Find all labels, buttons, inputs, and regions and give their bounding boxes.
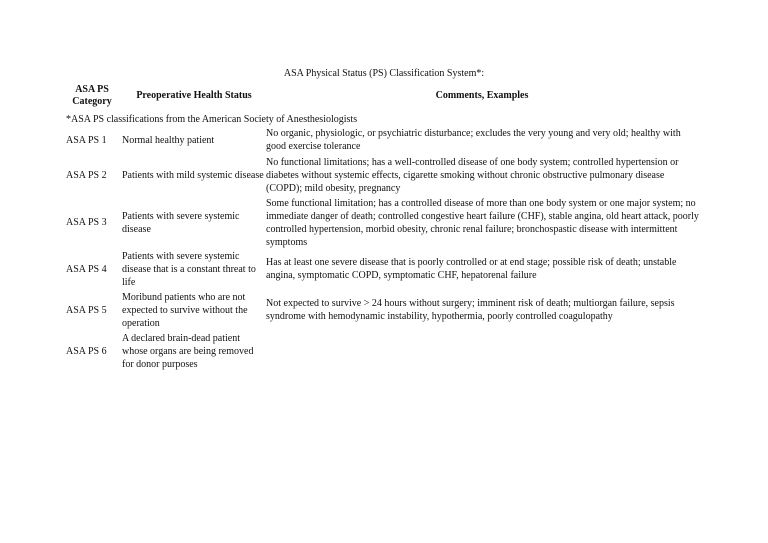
comments-text: Some functional limitation; has a controlled disease of more than one body system or one major system; no immediate danger of death; controlled congestive heart failure (CHF), stable angina, old heart attack, poorly controlled hypertension, morbid obesity, chronic renal failure; bronchospastic disease with intermittent symptoms <box>266 197 699 248</box>
status-text: Normal healthy patient <box>122 134 215 146</box>
footnote: *ASA PS classifications from the American Society of Anesthesiologists <box>66 114 358 125</box>
header-comments: Comments, Examples <box>435 90 529 101</box>
status-cell <box>122 155 264 195</box>
comments-text: No organic, physiologic, or psychiatric disturbance; excludes the very young and very old; healthy with good exercise tolerance <box>266 128 681 152</box>
status-cell <box>122 127 264 153</box>
status-cell <box>122 290 264 330</box>
comments-cell <box>266 155 700 195</box>
category-text: ASA PS 2 <box>66 169 107 181</box>
comments-text: Not expected to survive > 24 hours without surgery; imminent risk of death; multiorgan failure, sepsis syndrome with hemodynamic instability, hypothermia, poorly controlled coagulopathy <box>266 298 675 322</box>
category-cell <box>66 290 122 330</box>
category-cell <box>66 155 122 195</box>
header-category: ASA PS Category <box>72 84 112 107</box>
comments-cell <box>266 249 700 289</box>
status-text: A declared brain-dead patient whose organs are being removed for donor purposes <box>122 332 254 370</box>
category-cell <box>66 196 122 249</box>
table-row-ps4 <box>0 249 768 289</box>
category-text: ASA PS 3 <box>66 217 107 228</box>
category-cell <box>66 249 122 289</box>
status-text: Patients with severe systemic disease that is a constant threat to life <box>122 250 256 288</box>
comments-text: Has at least one severe disease that is poorly controlled or at end stage; possible risk of death; unstable angina, symptomatic COPD, symptomatic CHF, hepatorenal failure <box>266 257 677 281</box>
category-text: ASA PS 4 <box>66 263 107 275</box>
comments-cell <box>266 331 700 371</box>
status-cell <box>122 196 264 249</box>
document-title-text: ASA Physical Status (PS) Classification System*: <box>283 68 485 79</box>
comments-cell <box>266 127 700 153</box>
status-text: Patients with severe systemic disease <box>122 210 240 235</box>
status-text: Moribund patients who are not expected to survive without the operation <box>122 291 248 329</box>
comments-text: No functional limitations; has a well-controlled disease of one body system; controlled hypertension or diabetes without systemic effects, cigarette smoking without chronic obstructive pulmonary disease (COPD); mild obesity, pregnancy <box>266 156 679 194</box>
table-row-ps2 <box>0 155 768 195</box>
document-title <box>0 68 768 80</box>
status-text: Patients with mild systemic disease <box>122 169 264 181</box>
table-row-ps5 <box>0 290 768 330</box>
category-cell <box>66 331 122 371</box>
category-text: ASA PS 6 <box>66 345 107 357</box>
table-row-ps1 <box>0 127 768 153</box>
category-text: ASA PS 1 <box>66 134 107 146</box>
table-row-ps6 <box>0 331 768 371</box>
comments-cell <box>266 196 700 249</box>
header-status: Preoperative Health Status <box>136 90 252 101</box>
comments-cell <box>266 290 700 330</box>
category-text: ASA PS 5 <box>66 304 107 316</box>
status-cell <box>122 331 264 371</box>
status-cell <box>122 249 264 289</box>
table-row-ps3 <box>0 196 768 249</box>
category-cell <box>66 127 122 153</box>
